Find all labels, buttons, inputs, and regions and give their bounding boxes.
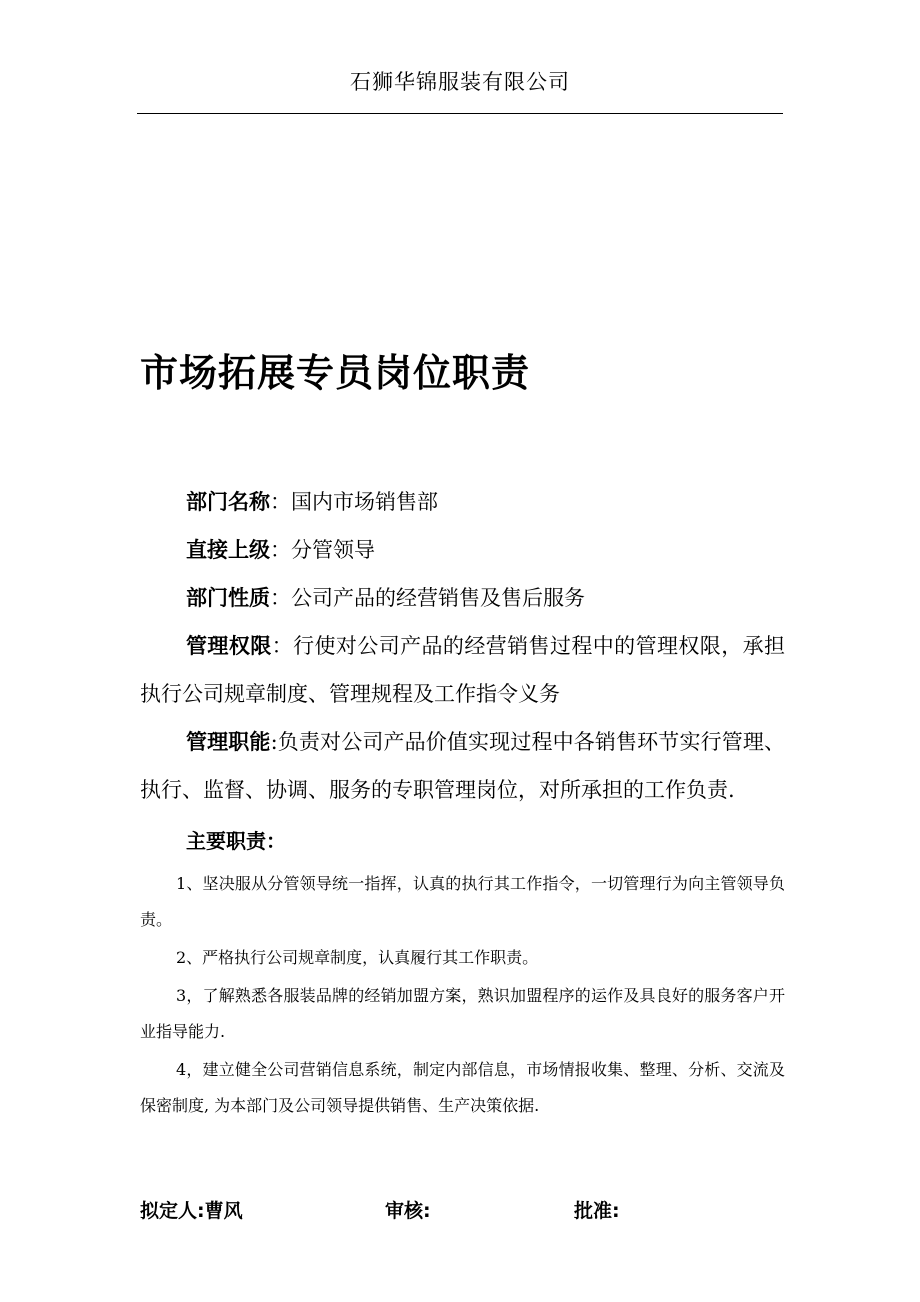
field-management-function — [140, 718, 785, 814]
duty-item: 2、严格执行公司规章制度，认真履行其工作职责。 — [176, 948, 539, 967]
header-company-name: 石狮华锦服装有限公司 — [350, 70, 570, 94]
field-management-authority — [140, 622, 785, 718]
reviewer-signature: 审核: — [385, 1200, 431, 1222]
field-label: 管理职能 — [186, 730, 271, 754]
field-label: 直接上级 — [186, 538, 270, 562]
field-department-nature — [140, 574, 785, 622]
field-value: 公司产品的经营销售及售后服务 — [291, 586, 585, 610]
field-separator: : — [270, 730, 278, 754]
field-separator: ： — [270, 490, 291, 514]
document-body — [140, 478, 785, 1126]
field-direct-superior — [140, 526, 785, 574]
field-value: 行使对公司产品的经营销售过程中的管理权限，承担执行公司规章制度、管理规程及工作指令义务 — [140, 634, 786, 706]
duty-item: 4，建立健全公司营销信息系统，制定内部信息，市场情报收集、整理、分析、交流及保密制度, 为本部门及公司领导提供销售、生产决策依据. — [140, 1060, 785, 1115]
header-divider — [137, 113, 783, 114]
field-separator: ： — [270, 586, 291, 610]
field-label: 部门名称 — [186, 490, 270, 514]
field-value: 分管领导 — [291, 538, 375, 562]
drafter-signature: 拟定人:曹风 — [140, 1200, 243, 1222]
document-title: 市场拓展专员岗位职责 — [140, 351, 531, 395]
duty-item: 3，了解熟悉各服装品牌的经销加盟方案，熟识加盟程序的运作及具良好的服务客户开业指导能力. — [140, 986, 785, 1041]
field-separator: ： — [271, 634, 294, 658]
field-label: 管理权限 — [186, 634, 272, 658]
field-department-name — [140, 478, 785, 526]
field-separator: ： — [270, 538, 291, 562]
field-label: 部门性质 — [186, 586, 270, 610]
approver-signature: 批准: — [574, 1200, 620, 1222]
field-value: 负责对公司产品价值实现过程中各销售环节实行管理、执行、监督、协调、服务的专职管理岗位，对所承担的工作负责. — [140, 730, 786, 802]
main-duties-heading: 主要职责： — [186, 829, 286, 853]
field-value: 国内市场销售部 — [291, 490, 438, 514]
duty-item: 1、坚决服从分管领导统一指挥，认真的执行其工作指令，一切管理行为向主管领导负责。 — [140, 874, 785, 929]
